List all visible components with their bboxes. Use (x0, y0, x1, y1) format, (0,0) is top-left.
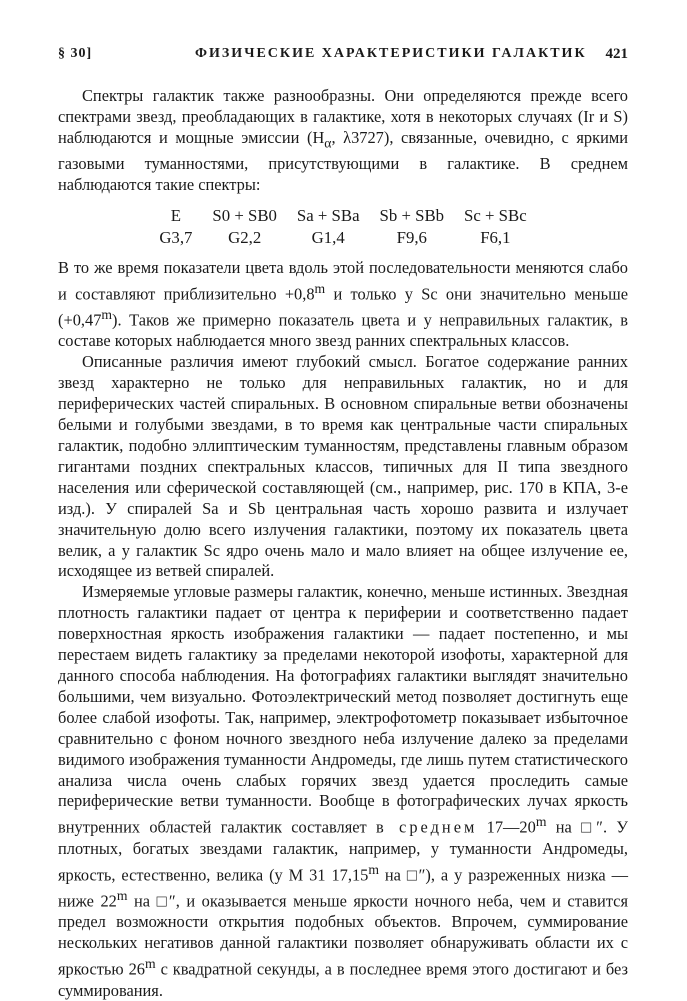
running-title: ФИЗИЧЕСКИЕ ХАРАКТЕРИСТИКИ ГАЛАКТИК (195, 46, 587, 61)
paragraph-color-index: В то же время показатели цвета вдоль этой последовательности меняются слабо и составляют приблизительно $+0,8^m$ и только у Sc они значительно меньше $(+0,47^m)$. Таков же примерно показатель цвета и у неправильных галактик, в составе которых наблюдается много звезд ранних спектральных классов. (58, 257, 628, 351)
alpha-subscript: α (324, 135, 332, 151)
table-cell: F6,1 (480, 227, 511, 247)
table-cell: F9,6 (396, 227, 427, 247)
spectral-classes-row (149, 227, 536, 249)
paragraph-angular-sizes: Измеряемые угловые размеры галактик, конечно, меньше истинных. Звездная плотность галактики падает от центра к периферии и соответственно падает поверхностная яркость изображения галактики — падает постепенно, и мы перестаем видеть галактику за пределами некоторой изофоты, характерной для данного способа наблюдения. На фотографиях галактики выглядят значительно большими, чем визуально. Фотоэлектрический метод позволяет достигнуть еще более слабой изофоты. Так, например, электрофотометр показывает избыточное сравнительно с фоном ночного звездного неба излучение далеко за пределами видимого изображения туманности Андромеды, где лишь путем статистического анализа числа очень слабых горячих звезд удается проследить самые периферические ветви туманности. Вообще в фотографических лучах яркость внутренних областей галактик составляет в среднем 17—20$^m$ на □″. У плотных, богатых звездами галактик, например, у туманности Андромеды, яркость, естественно, велика (у M 31 17,15$^m$ на □″), а у разреженных низка — ниже 22$^m$ на □″, и оказывается меньше яркости ночного неба, чем и ставится предел возможности открытия подобных объектов. Впрочем, суммирование нескольких негативов данной галактики позволяет обнаруживать области их с яркостью 26$^m$ с квадратной секунды, а в последнее время этого достигают и без суммирования. (58, 582, 628, 1000)
spectra-table (149, 205, 536, 249)
table-cell: E (170, 205, 181, 225)
table-cell: Sc + SBc (464, 205, 527, 225)
table-cell: G1,4 (311, 227, 345, 247)
table-cell: G3,7 (159, 227, 193, 247)
page-number: 421 (605, 46, 628, 62)
running-header (58, 46, 628, 70)
paragraph-spectra: Спектры галактик также разнообразны. Они определяются прежде всего спектрами звезд, преобладающих в галактике, хотя в некоторых случаях (Ir и S) наблюдаются и мощные эмиссии ($H_\alpha$, λ3727), связанные, очевидно, с яркими газовыми туманностями, присутствующими в галактике. В среднем наблюдаются такие спектры: (58, 86, 628, 194)
section-number: § 30] (58, 46, 93, 61)
spaced-emphasis: в среднем (376, 817, 478, 837)
galaxy-types-row (149, 205, 536, 227)
paragraph-differences: Описанные различия имеют глубокий смысл. Богатое содержание ранних звезд характерно не только для неправильных галактик, но и для периферических частей спиральных. В основном спиральные ветви обозначены белыми и голубыми звездами, в то время как центральные части спиральных галактик, подобно эллиптическим туманностям, представлены главным образом гигантами поздних спектральных классов, типичных для II типа звездного населения или сферической составляющей (см., например, рис. 170 в КПА, 3-е изд.). У спиралей Sa и Sb центральная часть хорошо развита и излучает значительную долю всего излучения галактики, поэтому их показатель цвета велик, а у галактик Sc ядро очень мало и мало влияет на общее излучение ее, исходящее из ветвей спиралей. (58, 352, 628, 581)
table-cell: G2,2 (228, 227, 262, 247)
table-cell: S0 + SB0 (212, 205, 277, 225)
page-body (58, 86, 628, 1001)
table-cell: Sa + SBa (296, 205, 360, 225)
table-cell: Sb + SBb (379, 205, 445, 225)
